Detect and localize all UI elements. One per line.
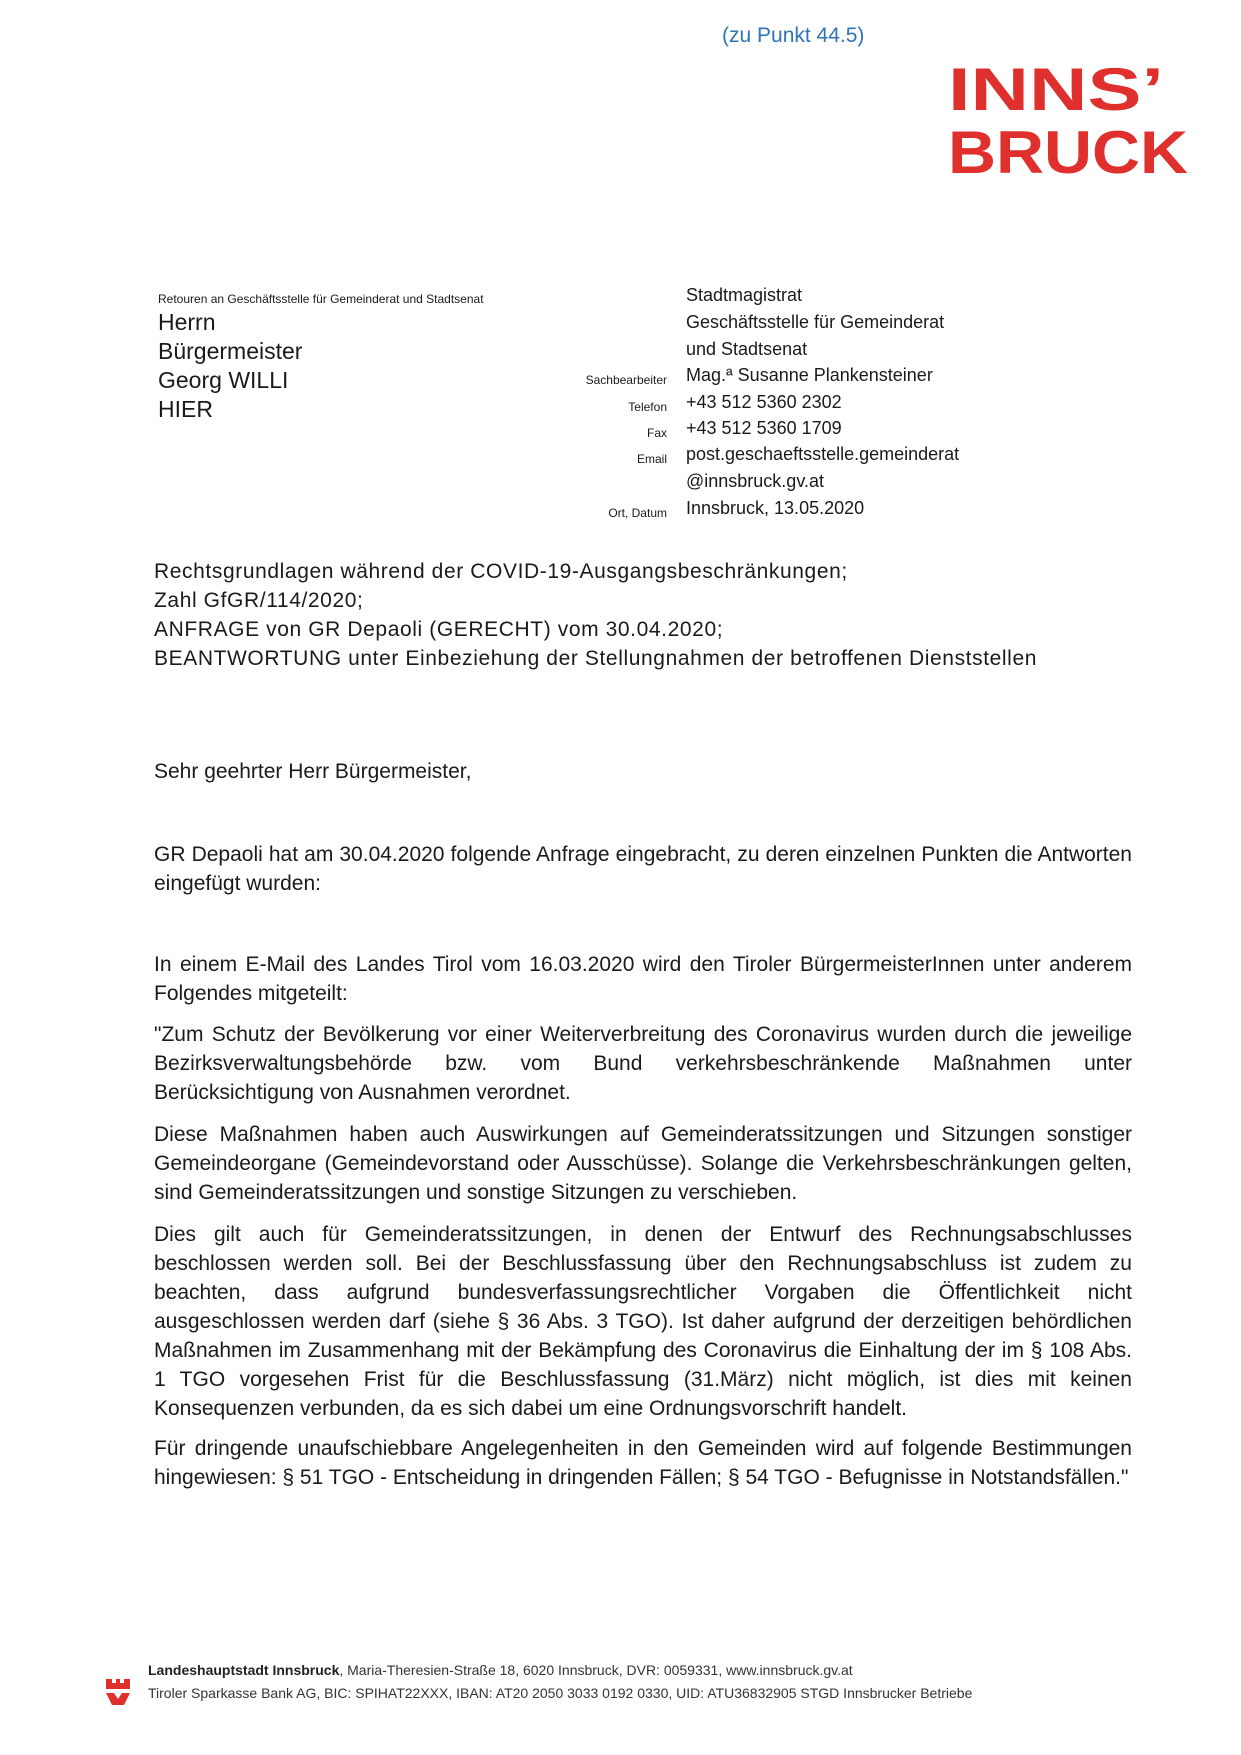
footer-address: , Maria-Theresien-Straße 18, 6020 Innsbruck, DVR: 0059331, www.innsbruck.gv.at: [339, 1662, 853, 1678]
body-paragraph: Für dringende unaufschiebbare Angelegenheiten in den Gemeinden wird auf folgende Bestimmungen hingewiesen: § 51 TGO - Entscheidung in dringenden Fällen; § 54 TGO - Befugnisse in Notstandsfällen.": [154, 1437, 1132, 1489]
recipient-line: Georg WILLI: [158, 367, 289, 393]
footer-org-name: Landeshauptstadt Innsbruck: [148, 1662, 340, 1678]
return-address: Retouren an Geschäftsstelle für Gemeinderat und Stadtsenat: [158, 292, 484, 306]
fax-value: +43 512 5360 1709: [686, 418, 842, 438]
city-eagle-icon: [104, 1677, 132, 1707]
body-paragraph: "Zum Schutz der Bevölkerung vor einer Weiterverbreitung des Coronavirus wurden durch die jeweilige Bezirksverwaltungsbehörde bzw. vom Bund verkehrsbeschränkende Maßnahmen unter Berücksichtigung von Ausnahmen verordnet.: [154, 1023, 1132, 1104]
body-paragraph: Dies gilt auch für Gemeinderatssitzungen, in denen der Entwurf des Rechnungsabschlusses beschlossen werden soll. Bei der Beschlussfassung über den Rechnungsabschluss ist zudem zu beachten, dass aufgrund bundesverfassungsrechtlicher Vorgaben die Öffentlichkeit nicht ausgeschlossen werden darf (siehe § 36 Abs. 3 TGO). Ist daher aufgrund der derzeitigen behördlichen Maßnahmen im Zusammenhang mit der Bekämpfung des Coronavirus die Einhaltung der im § 108 Abs. 1 TGO vorgesehen Frist für die Beschlussfassung (31.März) nicht möglich, ist dies mit keinen Konsequenzen verbunden, da es sich dabei um eine Ordnungsvorschrift handelt.: [154, 1223, 1132, 1420]
logo-line-1: INNS’: [948, 58, 1164, 123]
fax-label: Fax: [646, 426, 667, 440]
email-value: post.geschaeftsstelle.gemeinderat: [686, 444, 960, 464]
salutation: Sehr geehrter Herr Bürgermeister,: [154, 760, 472, 783]
recipient-line: Herrn: [158, 309, 216, 335]
sender-department: Geschäftsstelle für Gemeinderat: [686, 312, 945, 332]
recipient-line: HIER: [158, 396, 213, 422]
sender-department: und Stadtsenat: [686, 339, 808, 359]
body-paragraph: In einem E-Mail des Landes Tirol vom 16.03.2020 wird den Tiroler BürgermeisterInnen unter anderem Folgendes mitgeteilt:: [154, 953, 1132, 1005]
subject-line: Zahl GfGR/114/2020;: [154, 589, 364, 612]
datum-value: Innsbruck, 13.05.2020: [686, 498, 865, 518]
telefon-value: +43 512 5360 2302: [686, 392, 842, 412]
body-paragraph: GR Depaoli hat am 30.04.2020 folgende Anfrage eingebracht, zu deren einzelnen Punkten die Antworten eingefügt wurden:: [154, 843, 1132, 895]
body-paragraph: Diese Maßnahmen haben auch Auswirkungen auf Gemeinderatssitzungen und Sitzungen sonstiger Gemeindeorgane (Gemeindevorstand oder Ausschüsse). Solange die Verkehrsbeschränkungen gelten, sind Gemeinderatssitzungen und sonstige Sitzungen zu verschieben.: [154, 1123, 1132, 1204]
innsbruck-logo: [948, 58, 1192, 178]
footer-line-1: [148, 1662, 853, 1678]
logo-line-2: BRUCK: [948, 119, 1188, 178]
datum-label: Ort, Datum: [608, 506, 667, 520]
recipient-line: Bürgermeister: [158, 338, 303, 364]
email-value: @innsbruck.gv.at: [686, 471, 824, 491]
subject-line: BEANTWORTUNG unter Einbeziehung der Stellungnahmen der betroffenen Dienststellen: [154, 647, 1038, 670]
telefon-label: Telefon: [628, 400, 667, 414]
point-reference-note: (zu Punkt 44.5): [722, 24, 865, 47]
subject-line: ANFRAGE von GR Depaoli (GERECHT) vom 30.04.2020;: [154, 618, 724, 641]
sender-org: Stadtmagistrat: [686, 285, 803, 305]
footer-line-2: Tiroler Sparkasse Bank AG, BIC: SPIHAT22XXX, IBAN: AT20 2050 3033 0192 0330, UID: ATU36832905 STGD Innsbrucker Betriebe: [148, 1685, 973, 1701]
subject-block: [154, 557, 1154, 673]
subject-line: Rechtsgrundlagen während der COVID-19-Ausgangsbeschränkungen;: [154, 560, 848, 583]
sachbearbeiter-label: Sachbearbeiter: [585, 373, 667, 387]
sachbearbeiter-value: Mag.ª Susanne Plankensteiner: [686, 365, 933, 385]
email-label: Email: [636, 452, 667, 466]
